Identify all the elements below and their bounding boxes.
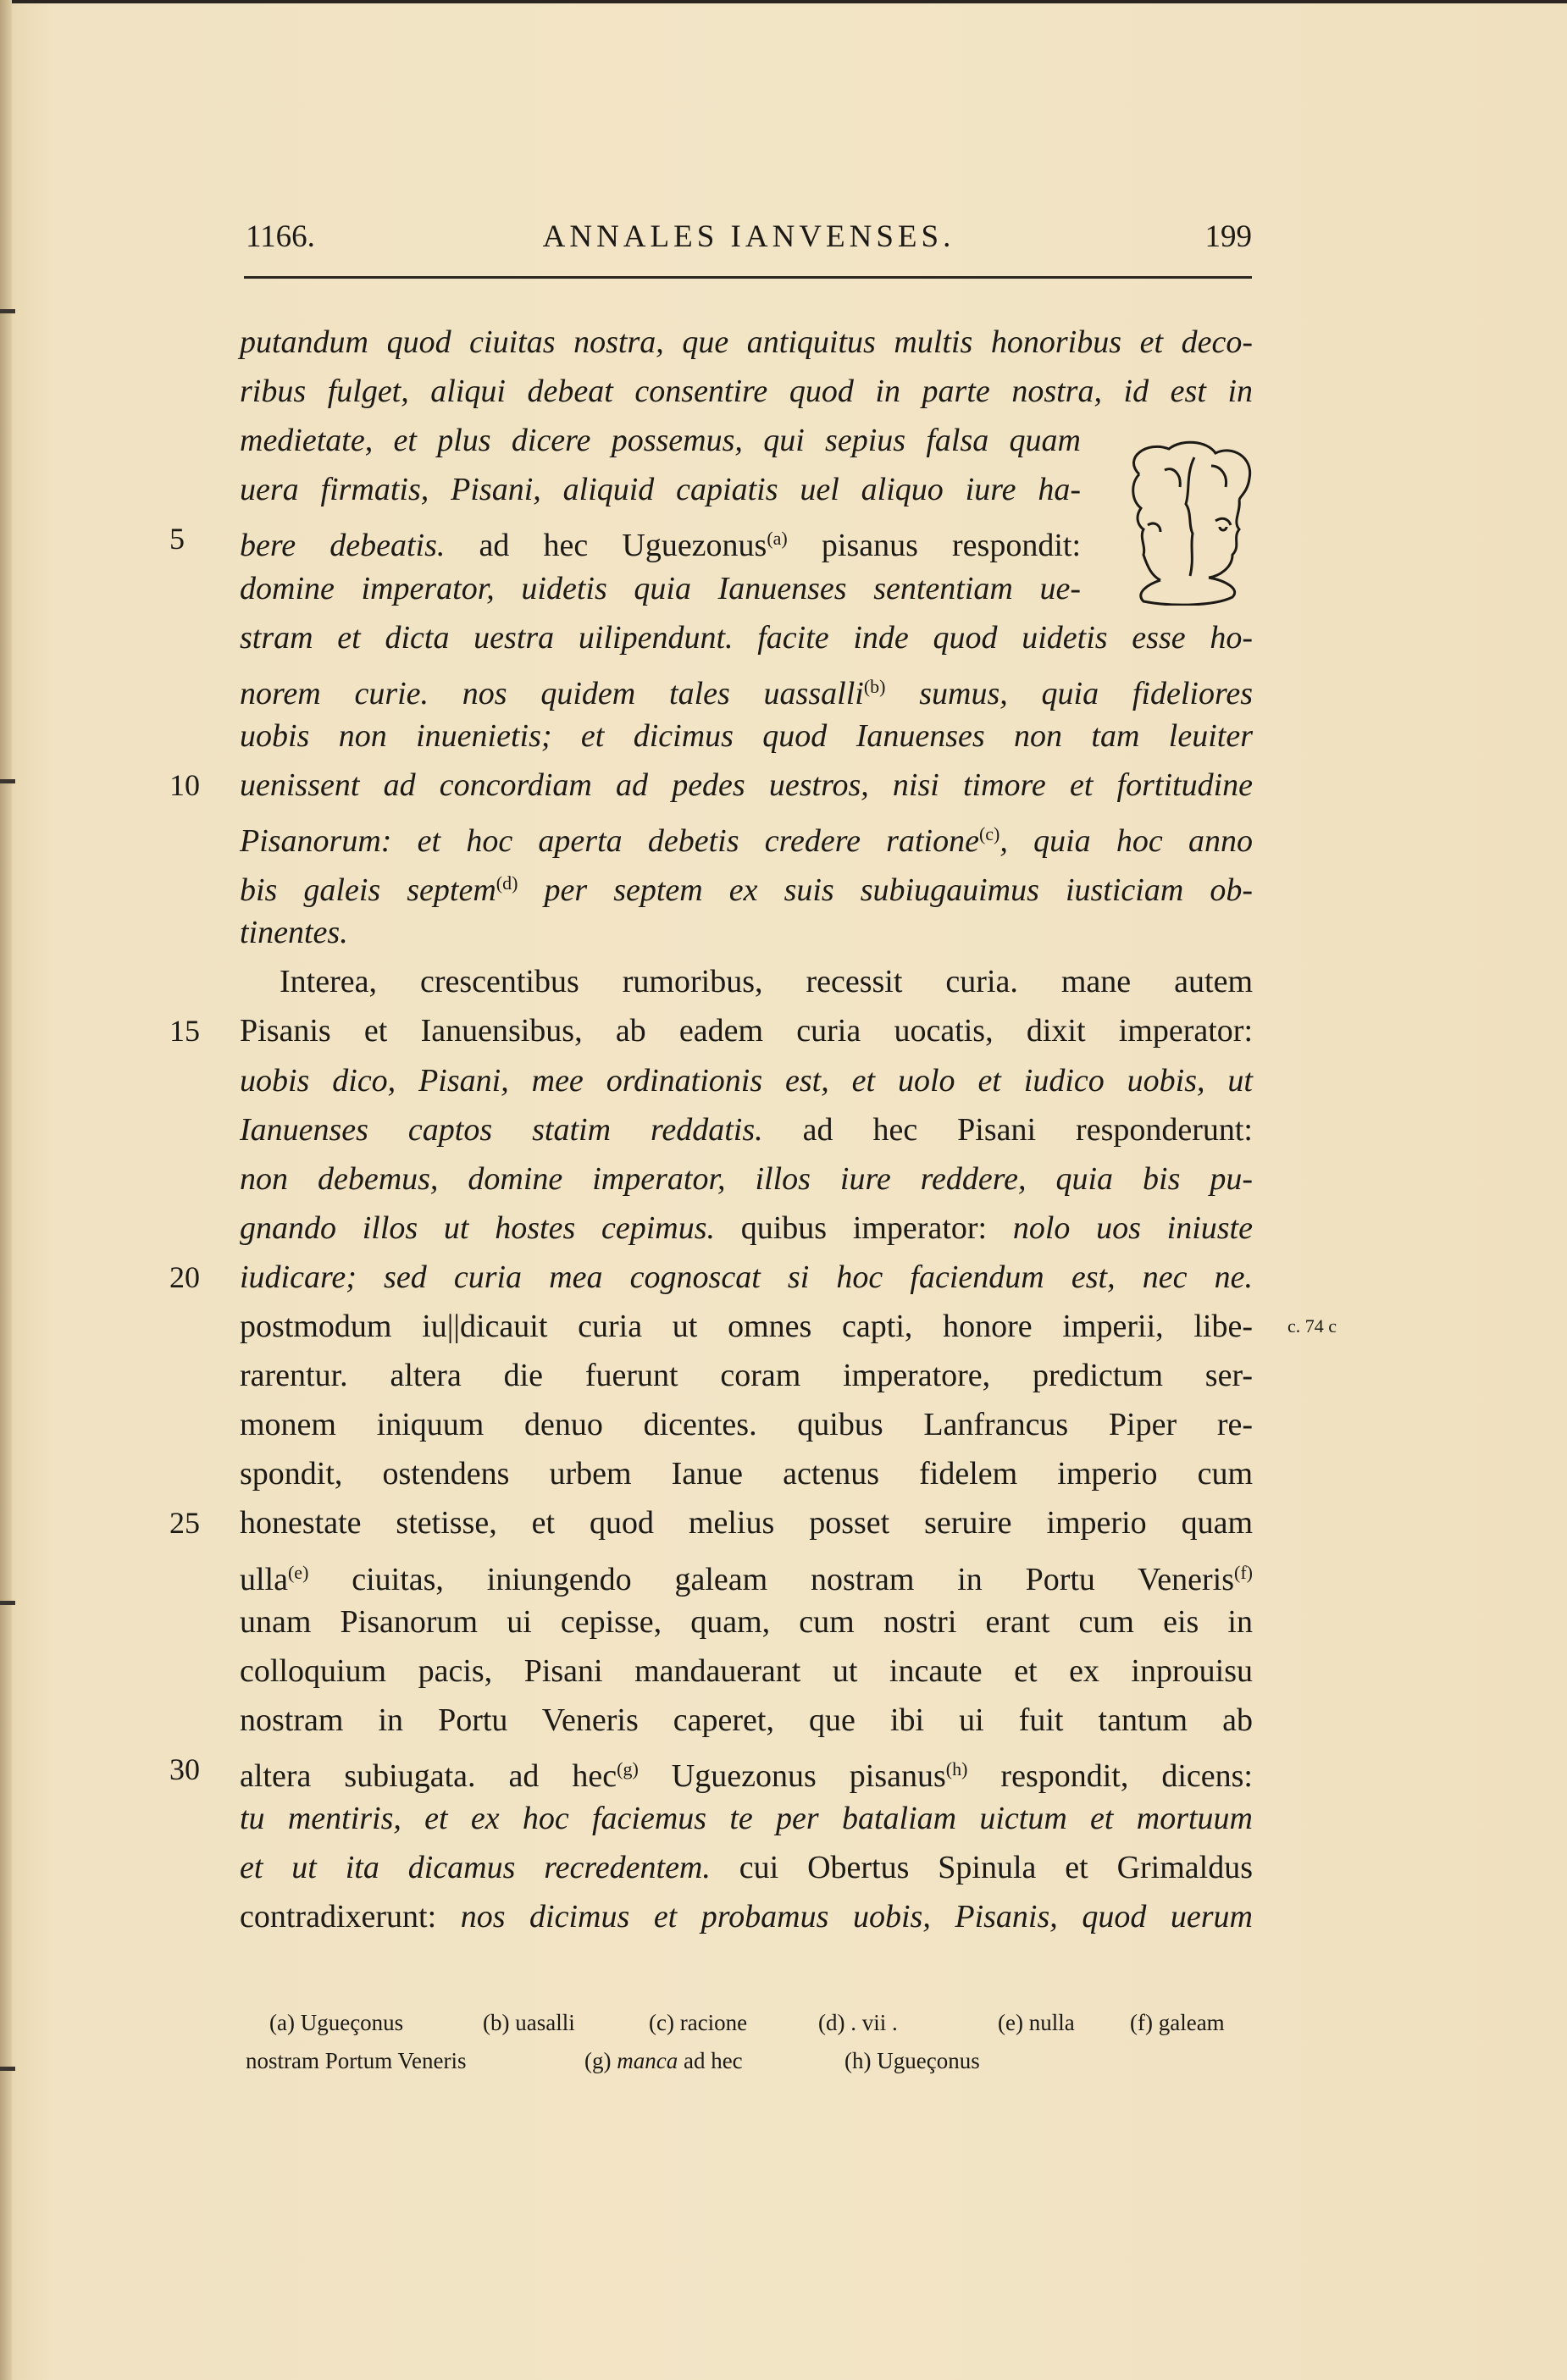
roman-text: postmodum iu||dicauit curia ut omnes capti, honore imperii, libe- xyxy=(240,1309,1253,1344)
page-top-edge xyxy=(0,0,1567,3)
text-line xyxy=(240,1548,1253,1597)
italic-text: uenissent ad concordiam ad pedes uestros, nisi timore et fortitudine xyxy=(240,767,1253,803)
footnote-marker[interactable]: (a) xyxy=(767,528,788,550)
italic-text: per septem ex suis subiugauimus iusticiam ob- xyxy=(518,872,1254,909)
italic-text: iudicare; sed curia mea cognoscat si hoc faciendum est, nec ne. xyxy=(240,1259,1253,1295)
footnote-marker[interactable]: (g) xyxy=(617,1757,639,1779)
text-line xyxy=(240,1794,1253,1843)
footnote-marker[interactable]: (f) xyxy=(1234,1561,1253,1583)
footnote-item: (c) racione xyxy=(649,2010,748,2035)
roman-text: monem iniquum denuo dicentes. quibus Lanfrancus Piper re- xyxy=(240,1407,1253,1443)
text-line xyxy=(240,1154,1253,1204)
stitch-mark xyxy=(0,309,15,313)
italic-text: uera firmatis, Pisani, aliquid capiatis uel aliquo iure ha- xyxy=(240,472,1081,508)
roman-text: ad hec Pisani responderunt: xyxy=(802,1111,1253,1148)
italic-text: uobis dico, Pisani, mee ordinationis est, et uolo et iudico uobis, ut xyxy=(240,1062,1253,1099)
text-line xyxy=(240,1892,1253,1941)
text-line xyxy=(240,1253,1253,1302)
footnote-item: (e) nulla xyxy=(998,2010,1075,2035)
footnote-h: (h) Ugueçonus xyxy=(844,2048,980,2073)
text-line xyxy=(240,1745,1253,1794)
footnote-g-text: ad hec xyxy=(678,2048,743,2073)
janus-heads-illustration xyxy=(1114,440,1258,606)
footnote-marker[interactable]: (e) xyxy=(287,1561,309,1583)
italic-text: nolo uos iniuste xyxy=(1012,1209,1253,1246)
italic-text: tu mentiris, et ex hoc faciemus te per bataliam uictum et mortuum xyxy=(240,1801,1253,1836)
text-line xyxy=(240,810,1253,859)
italic-text: Pisanorum: et hoc aperta debetis credere ratione xyxy=(240,823,979,859)
roman-text: ciuitas, iniungendo galeam nostram in Portu Veneris xyxy=(308,1561,1235,1597)
text-line xyxy=(240,514,1081,563)
footnote-marker[interactable]: (d) xyxy=(496,872,518,894)
footnote-f-continued: nostram Portum Veneris xyxy=(246,2048,467,2073)
text-line xyxy=(240,1498,1253,1547)
line-number: 20 xyxy=(169,1259,200,1294)
text-line xyxy=(240,1696,1253,1745)
text-line xyxy=(280,957,1253,1006)
roman-text: ad hec Uguezonus xyxy=(479,528,767,564)
italic-text: stram et dicta uestra uilipendunt. facite inde quod uidetis esse ho- xyxy=(240,619,1253,656)
roman-text: cui Obertus Spinula et Grimaldus xyxy=(739,1850,1253,1886)
roman-text: Uguezonus pisanus xyxy=(638,1757,946,1794)
stitch-mark xyxy=(0,2067,15,2071)
text-line xyxy=(240,1351,1253,1400)
italic-text: Ianuenses captos statim reddatis. xyxy=(240,1111,803,1148)
italic-text: et ut ita dicamus recredentem. xyxy=(240,1850,739,1886)
text-line xyxy=(240,908,348,957)
italic-text: non debemus, domine imperator, illos iure reddere, quia bis pu- xyxy=(240,1160,1253,1197)
running-title: ANNALES IANVENSES. xyxy=(542,219,955,254)
footnotes-row-1 xyxy=(269,2010,1252,2044)
text-line xyxy=(240,465,1081,514)
stitch-mark xyxy=(0,779,15,783)
text-line xyxy=(240,1449,1253,1498)
italic-text: medietate, et plus dicere possemus, qui sepius falsa quam xyxy=(240,423,1081,459)
line-number: 25 xyxy=(169,1506,200,1541)
text-line xyxy=(240,1647,1253,1696)
text-line xyxy=(240,318,1253,367)
roman-text: rarentur. altera die fuerunt coram imperatore, predictum ser- xyxy=(240,1358,1253,1394)
roman-text: honestate stetisse, et quod melius posset seruire imperio quam xyxy=(240,1505,1253,1541)
footnote-g-italic: manca xyxy=(617,2048,678,2073)
text-line xyxy=(240,613,1253,662)
text-line xyxy=(240,1204,1253,1253)
italic-text: gnando illos ut hostes cepimus. xyxy=(240,1209,741,1246)
line-number: 30 xyxy=(169,1752,200,1786)
text-line xyxy=(240,859,1253,908)
binding-edge xyxy=(0,0,12,2380)
roman-text: nostram in Portu Veneris caperet, que ibi ui fuit tantum ab xyxy=(240,1702,1253,1738)
text-line xyxy=(240,1400,1253,1449)
roman-text: ulla xyxy=(240,1561,288,1597)
italic-text: sumus, quia fideliores xyxy=(885,675,1253,711)
line-number: 15 xyxy=(169,1014,200,1049)
roman-text: altera subiugata. ad hec xyxy=(240,1757,617,1794)
roman-text: quibus imperator: xyxy=(740,1209,1013,1246)
italic-text: , quia hoc anno xyxy=(999,823,1253,859)
text-line xyxy=(240,1302,1253,1351)
text-line xyxy=(240,761,1253,810)
page-number: 199 xyxy=(1204,219,1252,254)
text-line xyxy=(240,1105,1253,1154)
footnote-g xyxy=(584,2048,743,2074)
text-line xyxy=(240,367,1253,416)
roman-text: colloquium pacis, Pisani mandauerant ut incaute et ex inprouisu xyxy=(240,1652,1253,1689)
stitch-mark xyxy=(0,1601,15,1605)
text-line xyxy=(240,1006,1253,1055)
header-rule xyxy=(244,276,1252,279)
italic-text: nos dicimus et probamus uobis, Pisanis, quod uerum xyxy=(460,1899,1253,1935)
running-header xyxy=(246,219,1252,261)
roman-text: contradixerunt: xyxy=(240,1899,461,1935)
footnote-marker[interactable]: (c) xyxy=(978,823,1000,844)
text-line xyxy=(240,1843,1253,1892)
footnote-item: (b) uasalli xyxy=(483,2010,575,2035)
italic-text: tinentes. xyxy=(240,915,348,951)
text-line xyxy=(240,711,1253,761)
roman-text: pisanus respondit: xyxy=(787,528,1082,564)
footnotes-row-2 xyxy=(246,2048,1093,2082)
footnote-item: (d) . vii . xyxy=(818,2010,898,2035)
line-number: 10 xyxy=(169,767,200,802)
text-line xyxy=(240,1597,1253,1647)
footnote-item: (f) galeam xyxy=(1130,2010,1225,2035)
manuscript-folio-note: c. 74 c xyxy=(1287,1315,1337,1337)
roman-text: unam Pisanorum ui cepisse, quam, cum nostri erant cum eis in xyxy=(240,1603,1253,1640)
italic-text: putandum quod ciuitas nostra, que antiquitus multis honoribus et deco- xyxy=(240,324,1253,360)
roman-text: respondit, dicens: xyxy=(967,1757,1253,1794)
italic-text: ribus fulget, aliqui debeat consentire quod in parte nostra, id est in xyxy=(240,374,1253,410)
text-line xyxy=(240,662,1253,711)
roman-text: Pisanis et Ianuensibus, ab eadem curia uocatis, dixit imperator: xyxy=(240,1013,1253,1049)
text-line xyxy=(240,564,1081,613)
footnote-marker[interactable]: (b) xyxy=(863,675,886,697)
roman-text: Interea, crescentibus rumoribus, recessit curia. mane autem xyxy=(280,964,1253,1000)
footnote-marker[interactable]: (h) xyxy=(945,1757,968,1779)
line-number: 5 xyxy=(169,522,185,556)
footnote-item: (a) Ugueçonus xyxy=(269,2010,404,2035)
italic-text: uobis non inuenietis; et dicimus quod Ianuenses non tam leuiter xyxy=(240,717,1253,754)
header-year: 1166. xyxy=(246,219,315,254)
italic-text: bis galeis septem xyxy=(240,872,496,909)
footnote-g-label: (g) xyxy=(584,2048,617,2073)
italic-text: domine imperator, uidetis quia Ianuenses sententiam ue- xyxy=(240,570,1081,606)
italic-text: bere debeatis. xyxy=(240,528,479,564)
italic-text: norem curie. nos quidem tales uassalli xyxy=(240,675,864,711)
roman-text: spondit, ostendens urbem Ianue actenus fidelem imperio cum xyxy=(240,1456,1253,1492)
text-line xyxy=(240,1056,1253,1105)
text-line xyxy=(240,416,1081,465)
